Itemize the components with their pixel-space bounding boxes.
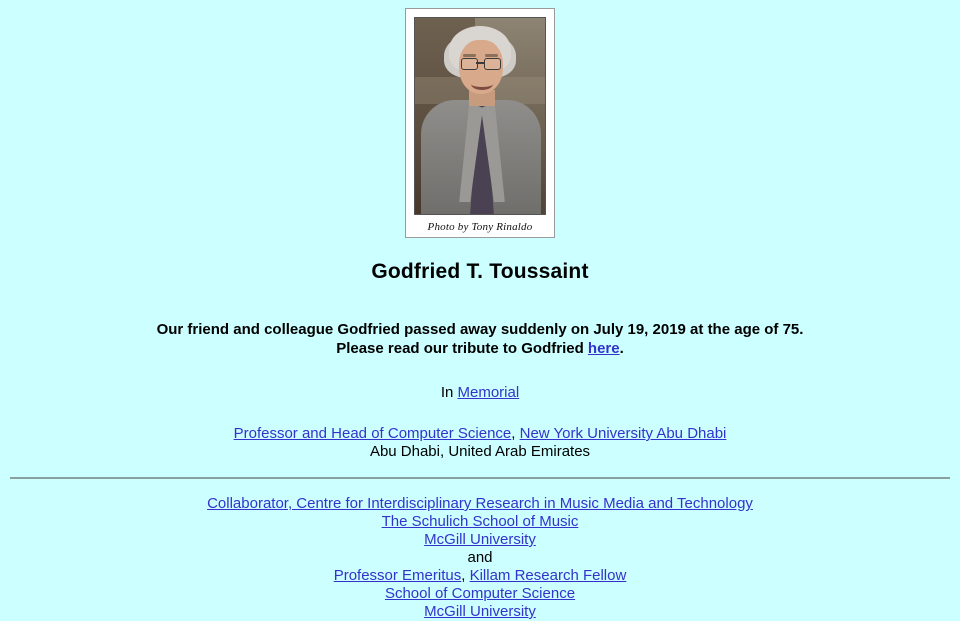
photo-brow-right xyxy=(485,54,498,57)
collaboration-line-2 xyxy=(0,513,960,531)
photo-brow-left xyxy=(463,54,476,57)
memorial-line xyxy=(0,384,960,401)
tribute-text-prefix: Please read our tribute to Godfried xyxy=(336,340,588,357)
photo-eyeglass-bridge xyxy=(476,62,484,64)
professor-emeritus-link[interactable]: Professor Emeritus xyxy=(333,567,462,584)
photo-credit: Photo by Tony Rinaldo xyxy=(427,221,533,233)
memorial-notice-line2 xyxy=(0,339,960,358)
collaboration-line5-separator: , xyxy=(461,567,470,584)
memorial-notice xyxy=(0,320,960,358)
institution-link[interactable]: New York University Abu Dhabi xyxy=(519,425,727,442)
mcgill-university-link-1[interactable]: McGill University xyxy=(424,531,536,548)
collaboration-line-6 xyxy=(0,585,960,603)
portrait-photo xyxy=(414,17,546,215)
collaboration-line-7 xyxy=(0,603,960,621)
photo-eyeglass-right xyxy=(484,58,501,70)
affiliation-block xyxy=(0,425,960,461)
collaboration-line-5 xyxy=(0,567,960,585)
collaboration-line-4: and xyxy=(467,549,493,566)
memorial-link[interactable]: Memorial xyxy=(457,384,520,401)
affiliation-location: Abu Dhabi, United Arab Emirates xyxy=(369,443,591,460)
killam-research-fellow-link[interactable]: Killam Research Fellow xyxy=(469,567,627,584)
collaboration-block xyxy=(0,495,960,621)
school-of-computer-science-link[interactable]: School of Computer Science xyxy=(384,585,576,602)
role-link[interactable]: Professor and Head of Computer Science xyxy=(233,425,512,442)
mcgill-university-link-2[interactable]: McGill University xyxy=(424,603,536,620)
page-content xyxy=(0,8,960,621)
tribute-text-suffix: . xyxy=(619,340,624,357)
schulich-school-link[interactable]: The Schulich School of Music xyxy=(381,513,579,530)
cirmmt-link[interactable]: Collaborator, Centre for Interdisciplinary Research in Music Media and Technology xyxy=(207,495,753,512)
collaboration-line-3 xyxy=(0,531,960,549)
collaboration-line-1 xyxy=(0,495,960,513)
section-divider xyxy=(10,477,950,479)
memorial-prefix: In xyxy=(440,384,458,401)
page-title: Godfried T. Toussaint xyxy=(371,260,589,283)
photo-smile xyxy=(471,78,493,90)
tribute-here-link[interactable]: here xyxy=(587,340,620,357)
affiliation-separator: , xyxy=(511,425,520,442)
portrait-card xyxy=(405,8,555,238)
photo-eyeglass-left xyxy=(461,58,478,70)
memorial-notice-line1: Our friend and colleague Godfried passed away suddenly on July 19, 2019 at the age of 75. xyxy=(156,321,804,338)
